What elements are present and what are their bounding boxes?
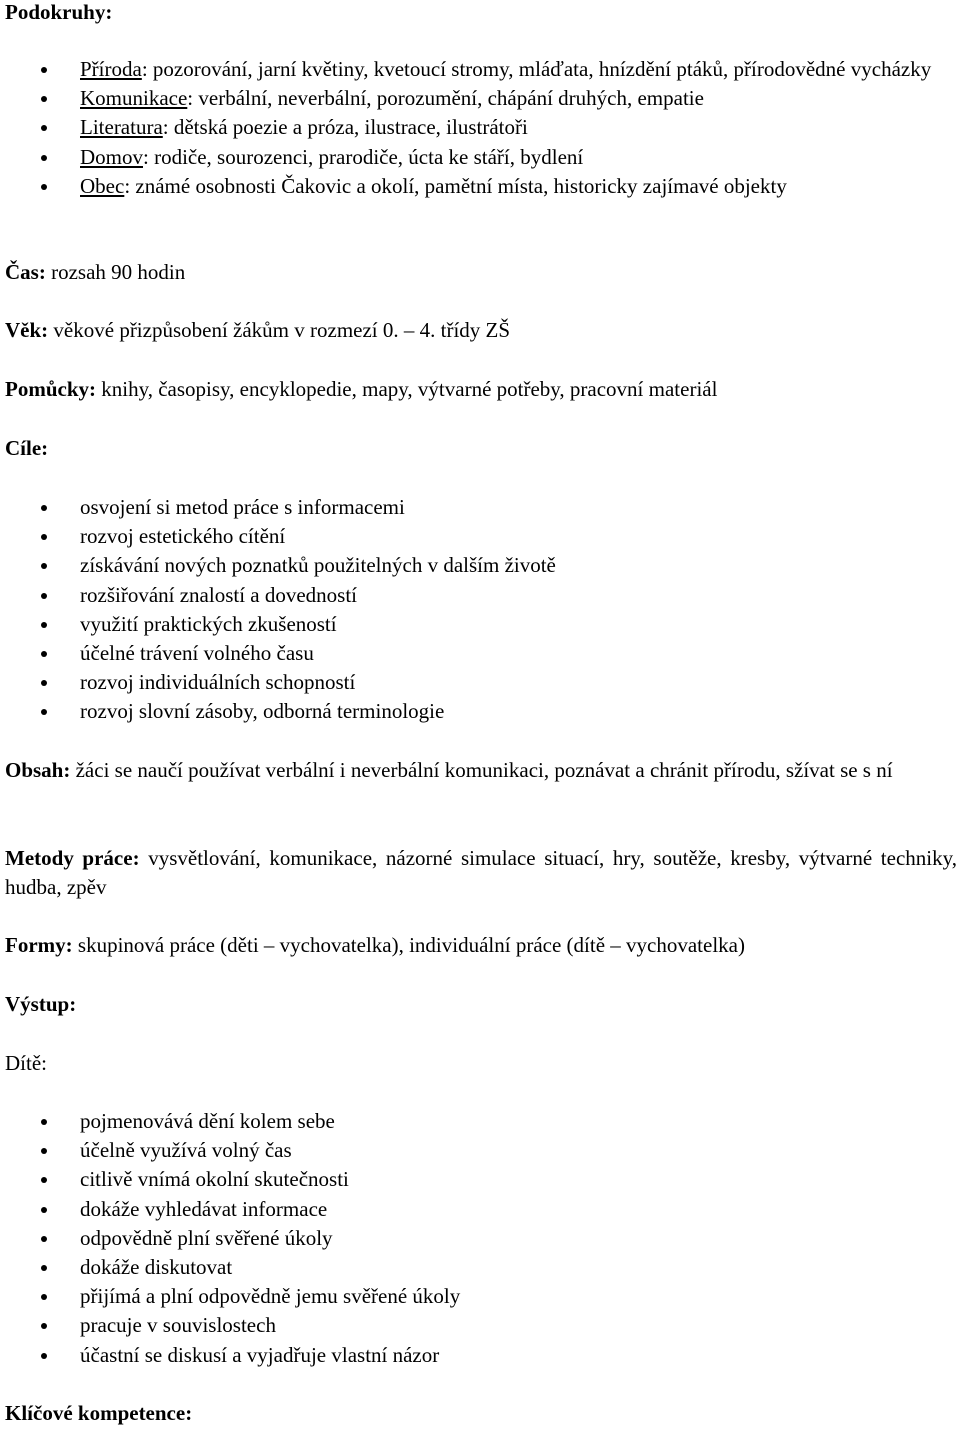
vystup-subheading: Dítě: xyxy=(5,1051,47,1075)
formy-label: Formy: xyxy=(5,933,73,957)
list-item xyxy=(5,84,957,113)
list-item-text: : verbální, neverbální, porozumění, chápání druhých, empatie xyxy=(187,86,704,111)
topic-link[interactable]: Komunikace xyxy=(80,86,188,111)
metody-paragraph xyxy=(5,844,957,902)
podokruhy-heading: Podokruhy: xyxy=(5,0,113,24)
list-item xyxy=(5,172,957,201)
cile-list xyxy=(5,493,957,727)
vystup-heading: Výstup: xyxy=(5,992,77,1016)
list-item-text: : rodiče, sourozenci, prarodiče, úcta ke stáří, bydlení xyxy=(143,144,584,169)
list-item: účelně využívá volný čas xyxy=(5,1136,957,1165)
pomucky-paragraph xyxy=(5,375,957,404)
topic-link[interactable]: Literatura xyxy=(80,115,163,140)
list-item: rozšiřování znalostí a dovedností xyxy=(5,581,957,610)
formy-text: skupinová práce (děti – vychovatelka), individuální práce (dítě – vychovatelka) xyxy=(72,933,745,957)
podokruhy-list xyxy=(5,55,957,201)
list-item-text: : známé osobnosti Čakovic a okolí, pamětní místa, historicky zajímavé objekty xyxy=(124,173,787,198)
list-item: odpovědně plní svěřené úkoly xyxy=(5,1224,957,1253)
vek-label: Věk: xyxy=(5,318,49,342)
vystup-list xyxy=(5,1107,957,1370)
list-item: využití praktických zkušeností xyxy=(5,610,957,639)
list-item: pracuje v souvislostech xyxy=(5,1311,957,1340)
metody-label: Metody práce: xyxy=(5,846,140,870)
kompetence-heading: Klíčové kompetence: xyxy=(5,1401,193,1425)
list-item xyxy=(5,143,957,172)
list-item xyxy=(5,113,957,142)
list-item: pojmenovává dění kolem sebe xyxy=(5,1107,957,1136)
list-item-text: : dětská poezie a próza, ilustrace, ilustrátoři xyxy=(162,115,528,140)
metody-text: vysvětlování, komunikace, názorné simulace situací, hry, soutěže, kresby, výtvarné techniky, hudba, zpěv xyxy=(5,846,958,900)
pomucky-label: Pomůcky: xyxy=(5,377,96,401)
list-item: osvojení si metod práce s informacemi xyxy=(5,493,957,522)
formy-paragraph xyxy=(5,931,957,960)
cas-text: rozsah 90 hodin xyxy=(45,260,186,284)
pomucky-text: knihy, časopisy, encyklopedie, mapy, výtvarné potřeby, pracovní materiál xyxy=(96,377,718,401)
list-item: rozvoj slovní zásoby, odborná terminologie xyxy=(5,697,957,726)
list-item: dokáže diskutovat xyxy=(5,1253,957,1282)
vek-paragraph xyxy=(5,316,957,345)
topic-link[interactable]: Obec xyxy=(80,173,125,198)
list-item: rozvoj individuálních schopností xyxy=(5,668,957,697)
cile-heading: Cíle: xyxy=(5,436,49,460)
list-item: rozvoj estetického cítění xyxy=(5,522,957,551)
obsah-paragraph xyxy=(5,756,957,785)
topic-link[interactable]: Příroda xyxy=(80,57,142,81)
obsah-label: Obsah: xyxy=(5,758,71,782)
list-item-text: : pozorování, jarní květiny, kvetoucí stromy, mláďata, hnízdění ptáků, přírodovědné vycházky xyxy=(141,57,932,81)
list-item: účastní se diskusí a vyjadřuje vlastní názor xyxy=(5,1341,957,1370)
list-item: účelné trávení volného času xyxy=(5,639,957,668)
list-item xyxy=(5,55,957,84)
list-item: přijímá a plní odpovědně jemu svěřené úkoly xyxy=(5,1282,957,1311)
topic-link[interactable]: Domov xyxy=(80,144,143,169)
list-item: dokáže vyhledávat informace xyxy=(5,1195,957,1224)
list-item: citlivě vnímá okolní skutečnosti xyxy=(5,1165,957,1194)
obsah-text: žáci se naučí používat verbální i neverbální komunikaci, poznávat a chránit přírodu, sžívat se s ní xyxy=(70,758,893,782)
cas-label: Čas: xyxy=(5,260,46,284)
cas-paragraph xyxy=(5,258,957,287)
list-item: získávání nových poznatků použitelných v dalším životě xyxy=(5,551,957,580)
vek-text: věkové přizpůsobení žákům v rozmezí 0. – 4. třídy ZŠ xyxy=(48,318,511,342)
